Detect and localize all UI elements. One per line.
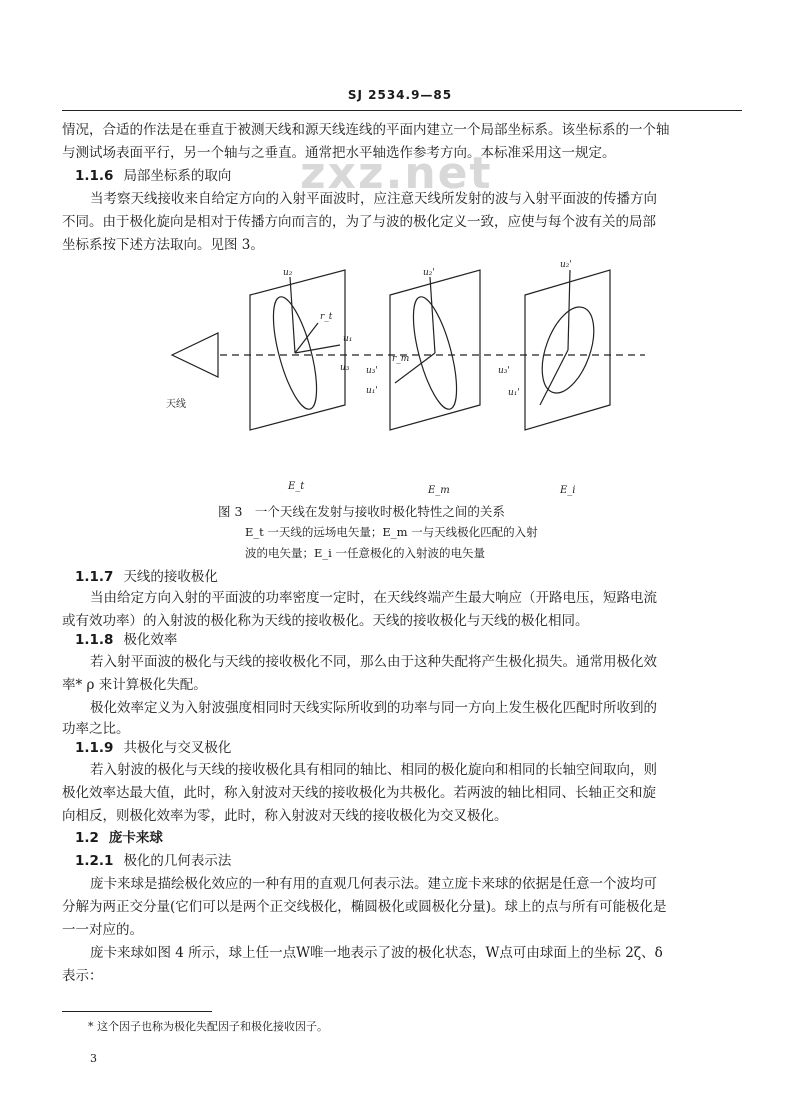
figure-caption-line: E_t 一天线的远场电矢量；E_m 一与天线极化匹配的入射: [245, 525, 538, 539]
section-title: 天线的接收极化: [123, 569, 218, 585]
paragraph-line: 当考察天线接收来自给定方向的入射平面波时，应注意天线所发射的波与入射平面波的传播方向: [90, 191, 657, 207]
header-rule: [62, 110, 742, 111]
paragraph-line: 不同。由于极化旋向是相对于传播方向而言的，为了与波的极化定义一致，应使与每个波有关的局部: [62, 214, 656, 230]
footnote: * 这个因子也称为极化失配因子和极化接收因子。: [88, 1020, 328, 1033]
section-heading-1-2: [75, 827, 163, 849]
axis-u2-2: [430, 277, 435, 353]
section-heading-1-2-1: [75, 850, 231, 872]
section-title: 极化的几何表示法: [123, 853, 232, 869]
label-u1p-3: u₁': [508, 388, 520, 398]
label-u2: u₂: [283, 268, 293, 278]
paragraph-line: 坐标系按下述方法取向。见图 3。: [62, 237, 264, 253]
section-number: 1.2.1: [75, 853, 114, 869]
paragraph-line: 功率之比。: [62, 721, 130, 737]
axis-u1-3: [540, 350, 568, 405]
paragraph-line: 若入射波的极化与天线的接收极化具有相同的轴比、相同的极化旋向和相同的长轴空间取向，则: [90, 762, 657, 778]
paragraph-line: 极化效率定义为入射波强度相同时天线实际所收到的功率与同一方向上发生极化匹配时所收到的: [90, 700, 657, 716]
paragraph-line: 分解为两正交分量(它们可以是两个正交线极化，椭圆极化或圆极化分量)。球上的点与所有可能极化是: [62, 899, 667, 915]
section-number: 1.1.8: [75, 632, 114, 648]
section-title: 极化效率: [123, 632, 178, 648]
paragraph-line: 极化效率达最大值，此时，称入射波对天线的接收极化为共极化。若两波的轴比相同、长轴正交和旋: [62, 785, 656, 801]
label-u2p-3: u₂': [560, 260, 572, 270]
label-u2p: u₂': [423, 268, 435, 278]
figure-caption-title: 图 3 一个天线在发射与接收时极化特性之间的关系: [218, 504, 505, 519]
paragraph-line: 庞卡来球是描绘极化效应的一种有用的直观几何表示法。建立庞卡来球的依据是任意一个波均可: [90, 876, 657, 892]
figure-3-diagram: [140, 255, 660, 500]
section-heading-1-1-9: [75, 737, 231, 759]
footnote-rule: [62, 1011, 212, 1012]
paragraph-line: 向相反，则极化效率为零，此时，称入射波对天线的接收极化为交叉极化。: [62, 808, 508, 824]
section-title: 共极化与交叉极化: [123, 740, 232, 756]
section-number: 1.1.6: [75, 168, 114, 184]
paragraph-line: 或有效功率）的入射波的极化称为天线的接收极化。天线的接收极化与天线的极化相同。: [62, 613, 589, 629]
figure-caption-line: 波的电矢量；E_i 一任意极化的入射波的电矢量: [245, 546, 485, 560]
axis-u2-1: [290, 277, 295, 353]
paragraph-line: 若入射平面波的极化与天线的接收极化不同，那么由于这种失配将产生极化损失。通常用极化效: [90, 654, 657, 670]
paragraph-line: 庞卡来球如图 4 所示，球上任一点W唯一地表示了波的极化状态，W点可由球面上的坐标 2ζ、δ: [90, 945, 663, 961]
label-u3p-3: u₃': [498, 366, 510, 376]
label-Em: E_m: [428, 485, 450, 496]
document-header-code: SJ 2534.9—85: [347, 88, 453, 102]
label-rt: r_t: [320, 312, 333, 322]
paragraph-line: 表示：: [62, 968, 103, 984]
vector-rt: [295, 323, 318, 353]
label-Et: E_t: [288, 481, 305, 492]
page-number: 3: [90, 1052, 97, 1065]
section-number: 1.1.7: [75, 569, 114, 585]
section-heading-1-1-6: [75, 165, 231, 187]
label-u3p: u₃': [366, 366, 378, 376]
paragraph-line: 当由给定方向入射的平面波的功率密度一定时，在天线终端产生最大响应（开路电压，短路电流: [90, 590, 657, 606]
section-heading-1-1-7: [75, 566, 218, 588]
label-u3: u₃: [340, 363, 350, 373]
section-title: 庞卡来球: [108, 830, 163, 846]
label-Ei: E_i: [560, 485, 576, 496]
section-number: 1.1.9: [75, 740, 114, 756]
paragraph-line: 一一对应的。: [62, 922, 143, 938]
section-number: 1.2: [75, 830, 99, 846]
section-heading-1-1-8: [75, 629, 177, 651]
label-rm: r_m: [392, 354, 410, 364]
antenna-triangle: [172, 333, 218, 377]
axis-u1-1: [295, 345, 340, 353]
watermark: zxz.net: [300, 148, 493, 199]
label-u1p: u₁': [366, 386, 378, 396]
paragraph-line: 情况，合适的作法是在垂直于被测天线和源天线连线的平面内建立一个局部坐标系。该坐标系的一个轴: [62, 122, 670, 138]
section-title: 局部坐标系的取向: [123, 168, 232, 184]
antenna-label: 天线: [166, 399, 186, 410]
label-u1: u₁: [343, 334, 353, 344]
paragraph-line: 与测试场表面平行，另一个轴与之垂直。通常把水平轴选作参考方向。本标准采用这一规定。: [62, 145, 616, 161]
paragraph-line: 率* ρ 来计算极化失配。: [62, 677, 207, 693]
